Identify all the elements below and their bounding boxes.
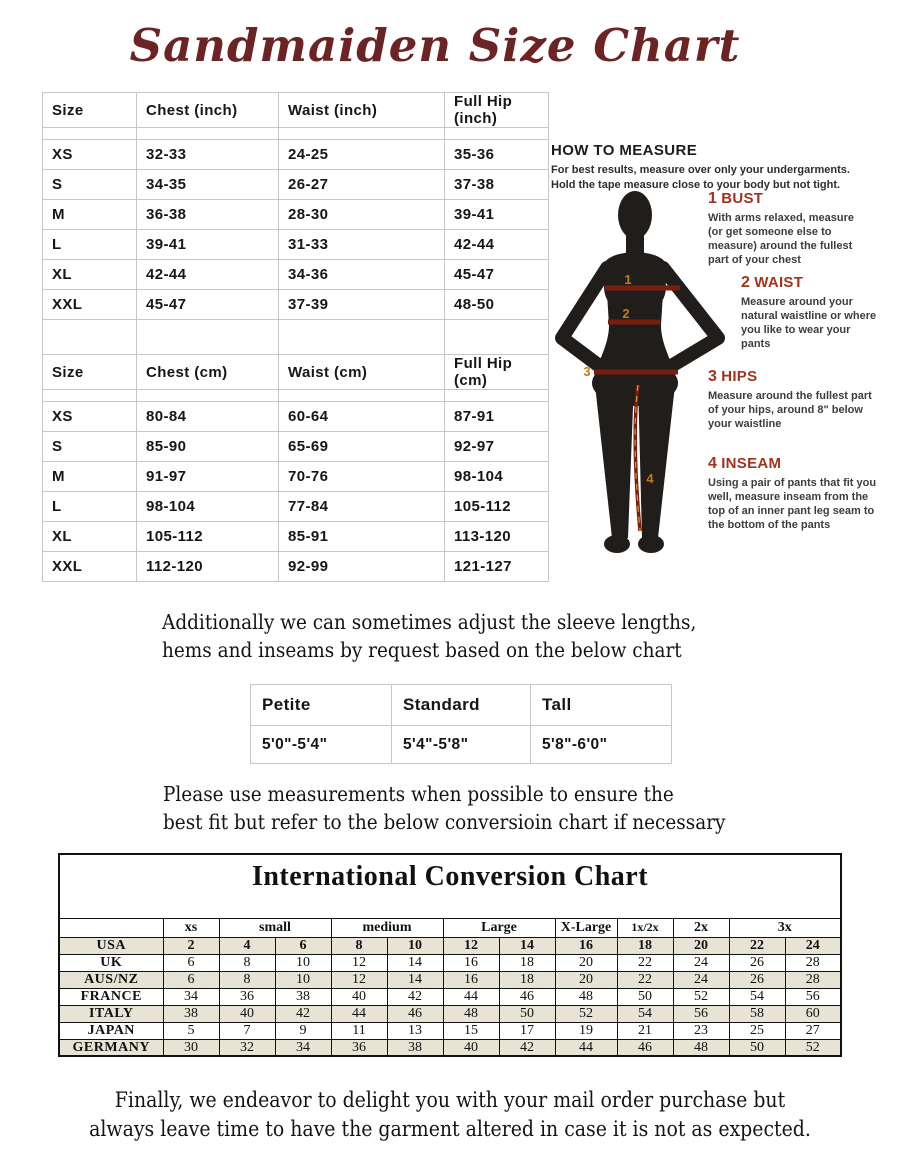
- size-table-cell: 35-36: [445, 140, 549, 170]
- size-table-cell: 113-120: [445, 522, 549, 552]
- size-table-header-cell: Chest (inch): [137, 93, 279, 128]
- size-value-cell: 52: [785, 1039, 841, 1056]
- empty-cell: [279, 320, 445, 355]
- size-value-cell: 5: [163, 1022, 219, 1039]
- size-value-cell: 34: [275, 1039, 331, 1056]
- size-table-data-row: [43, 260, 549, 290]
- size-value-cell: 6: [163, 971, 219, 988]
- size-group-header: Large: [443, 918, 555, 937]
- size-value-cell: 20: [673, 937, 729, 954]
- size-value-cell: 50: [617, 988, 673, 1005]
- size-table-cell: 98-104: [445, 462, 549, 492]
- size-value-cell: 21: [617, 1022, 673, 1039]
- size-value-cell: 20: [555, 971, 617, 988]
- size-table-spacer-row: [43, 390, 549, 402]
- empty-cell: [279, 128, 445, 140]
- size-table-cell: 80-84: [137, 402, 279, 432]
- conversion-country-row: [59, 954, 841, 971]
- size-value-cell: 46: [499, 988, 555, 1005]
- step-name: HIPS: [721, 368, 758, 385]
- size-table-spacer-row: [43, 128, 549, 140]
- size-value-cell: 38: [163, 1005, 219, 1022]
- measurement-advice-note: [163, 780, 725, 836]
- size-value-cell: 22: [729, 937, 785, 954]
- step-description: With arms relaxed, measure (or get someone else to measure) around the fullest part of your chest: [708, 212, 855, 266]
- size-table-cell: 121-127: [445, 552, 549, 582]
- height-header-petite: Petite: [251, 685, 392, 726]
- size-value-cell: 40: [331, 988, 387, 1005]
- height-header-tall: Tall: [531, 685, 672, 726]
- size-value-cell: 16: [443, 954, 499, 971]
- height-value-tall: 5'8"-6'0": [531, 726, 672, 764]
- empty-cell: [445, 320, 549, 355]
- country-label: AUS/NZ: [59, 971, 163, 988]
- size-table-cell: 34-35: [137, 170, 279, 200]
- size-value-cell: 40: [443, 1039, 499, 1056]
- size-value-cell: 23: [673, 1022, 729, 1039]
- size-value-cell: 54: [617, 1005, 673, 1022]
- size-table-data-row: [43, 200, 549, 230]
- size-value-cell: 12: [331, 954, 387, 971]
- measure-step-hips: [708, 368, 874, 431]
- measure-step-waist: [741, 274, 879, 351]
- size-value-cell: 22: [617, 971, 673, 988]
- conversion-table: [58, 853, 842, 1057]
- conversion-country-row: [59, 937, 841, 954]
- empty-cell: [43, 128, 137, 140]
- size-value-cell: 44: [555, 1039, 617, 1056]
- size-value-cell: 36: [331, 1039, 387, 1056]
- size-table-cell: 32-33: [137, 140, 279, 170]
- size-table-cell: 34-36: [279, 260, 445, 290]
- size-value-cell: 34: [163, 988, 219, 1005]
- size-group-header: 3x: [729, 918, 841, 937]
- step-description: Using a pair of pants that fit you well, measure inseam from the top of an inner pant leg seam to the bottom of the pants: [708, 477, 877, 531]
- size-table-cell: 105-112: [137, 522, 279, 552]
- size-value-cell: 13: [387, 1022, 443, 1039]
- intro-line: For best results, measure over only your undergarments.: [551, 164, 850, 176]
- measure-step-inseam: [708, 455, 880, 532]
- how-to-measure-section: [550, 140, 900, 600]
- size-table-data-row: [43, 462, 549, 492]
- size-value-cell: 48: [443, 1005, 499, 1022]
- size-table-header-cell: Chest (cm): [137, 355, 279, 390]
- size-value-cell: 25: [729, 1022, 785, 1039]
- empty-cell: [279, 390, 445, 402]
- size-value-cell: 48: [673, 1039, 729, 1056]
- step-name: WAIST: [754, 274, 804, 291]
- size-table-cell: 98-104: [137, 492, 279, 522]
- step-heading: [708, 455, 880, 473]
- size-value-cell: 56: [673, 1005, 729, 1022]
- size-table-header-cell: Size: [43, 355, 137, 390]
- size-value-cell: 52: [555, 1005, 617, 1022]
- size-table-data-row: [43, 230, 549, 260]
- size-value-cell: 36: [219, 988, 275, 1005]
- note-line: hems and inseams by request based on the below chart: [162, 638, 682, 662]
- size-value-cell: 24: [673, 954, 729, 971]
- step-name: INSEAM: [721, 455, 782, 472]
- size-table-header-cell: Full Hip (cm): [445, 355, 549, 390]
- size-value-cell: 42: [275, 1005, 331, 1022]
- size-value-cell: 26: [729, 971, 785, 988]
- size-value-cell: 44: [331, 1005, 387, 1022]
- size-table-gap-row: [43, 320, 549, 355]
- height-value-standard: 5'4"-5'8": [392, 726, 531, 764]
- country-label: JAPAN: [59, 1022, 163, 1039]
- size-table-cell: S: [43, 432, 137, 462]
- size-table-cell: XL: [43, 260, 137, 290]
- size-value-cell: 44: [443, 988, 499, 1005]
- size-value-cell: 60: [785, 1005, 841, 1022]
- empty-cell: [43, 390, 137, 402]
- size-value-cell: 14: [499, 937, 555, 954]
- conversion-header-row: [59, 918, 841, 937]
- size-value-cell: 12: [443, 937, 499, 954]
- height-table-header-row: [251, 685, 672, 726]
- country-label: USA: [59, 937, 163, 954]
- size-value-cell: 42: [387, 988, 443, 1005]
- body-silhouette-figure: [550, 180, 730, 580]
- size-table-cell: XS: [43, 402, 137, 432]
- size-value-cell: 8: [331, 937, 387, 954]
- how-to-measure-title: HOW TO MEASURE: [551, 142, 698, 159]
- size-value-cell: 24: [673, 971, 729, 988]
- height-value-petite: 5'0"-5'4": [251, 726, 392, 764]
- empty-cell: [445, 128, 549, 140]
- note-line: always leave time to have the garment altered in case it is not as expected.: [89, 1117, 811, 1141]
- conversion-country-row: [59, 1039, 841, 1056]
- size-value-cell: 46: [387, 1005, 443, 1022]
- size-value-cell: 58: [729, 1005, 785, 1022]
- size-table-data-row: [43, 140, 549, 170]
- size-value-cell: 48: [555, 988, 617, 1005]
- size-value-cell: 11: [331, 1022, 387, 1039]
- empty-cell: [445, 390, 549, 402]
- intro-line: Hold the tape measure close to your body but not tight.: [551, 179, 841, 191]
- size-table-cell: 37-39: [279, 290, 445, 320]
- conversion-country-row: [59, 1022, 841, 1039]
- measure-step-bust: [708, 190, 858, 267]
- size-value-cell: 16: [443, 971, 499, 988]
- note-line: Please use measurements when possible to ensure the: [163, 782, 674, 806]
- size-table-cell: M: [43, 200, 137, 230]
- size-value-cell: 56: [785, 988, 841, 1005]
- size-group-header: X-Large: [555, 918, 617, 937]
- size-table-data-row: [43, 432, 549, 462]
- size-table-cell: 28-30: [279, 200, 445, 230]
- size-table-cell: 85-91: [279, 522, 445, 552]
- size-table-data-row: [43, 402, 549, 432]
- size-table-cell: 92-97: [445, 432, 549, 462]
- size-table-cell: 48-50: [445, 290, 549, 320]
- size-table-cell: S: [43, 170, 137, 200]
- size-table-cell: 45-47: [445, 260, 549, 290]
- size-table-data-row: [43, 522, 549, 552]
- size-table-cell: 92-99: [279, 552, 445, 582]
- final-note: [0, 1086, 900, 1144]
- empty-cell: [43, 320, 137, 355]
- size-table-cell: 112-120: [137, 552, 279, 582]
- size-value-cell: 14: [387, 971, 443, 988]
- size-table-cell: 87-91: [445, 402, 549, 432]
- conversion-chart-title: International Conversion Chart: [59, 854, 841, 918]
- empty-cell: [137, 128, 279, 140]
- size-value-cell: 46: [617, 1039, 673, 1056]
- size-value-cell: 9: [275, 1022, 331, 1039]
- size-table-cell: 24-25: [279, 140, 445, 170]
- size-table-cell: 60-64: [279, 402, 445, 432]
- size-table-cell: XXL: [43, 290, 137, 320]
- size-value-cell: 10: [275, 971, 331, 988]
- size-table-header-cell: Size: [43, 93, 137, 128]
- size-table-cell: 45-47: [137, 290, 279, 320]
- size-value-cell: 52: [673, 988, 729, 1005]
- size-table-data-row: [43, 492, 549, 522]
- conversion-country-row: [59, 988, 841, 1005]
- step-name: BUST: [721, 190, 764, 207]
- size-group-header: 1x/2x: [617, 918, 673, 937]
- note-line: Finally, we endeavor to delight you with your mail order purchase but: [114, 1088, 786, 1112]
- height-range-table: [250, 684, 672, 764]
- step-number: 4: [708, 455, 718, 472]
- size-table-header-row: [43, 93, 549, 128]
- size-value-cell: 16: [555, 937, 617, 954]
- size-value-cell: 40: [219, 1005, 275, 1022]
- country-label: ITALY: [59, 1005, 163, 1022]
- size-group-header: 2x: [673, 918, 729, 937]
- size-value-cell: 7: [219, 1022, 275, 1039]
- conversion-country-row: [59, 1005, 841, 1022]
- conversion-title-row: [59, 854, 841, 918]
- size-table-cell: 36-38: [137, 200, 279, 230]
- size-value-cell: 30: [163, 1039, 219, 1056]
- size-group-header: medium: [331, 918, 443, 937]
- size-value-cell: 8: [219, 954, 275, 971]
- size-table-cell: XXL: [43, 552, 137, 582]
- size-value-cell: 12: [331, 971, 387, 988]
- size-table-cell: 70-76: [279, 462, 445, 492]
- size-table-cell: 77-84: [279, 492, 445, 522]
- figure-number-4: 4: [646, 471, 654, 486]
- size-group-header: small: [219, 918, 331, 937]
- step-heading: [708, 190, 858, 208]
- size-table-cell: XS: [43, 140, 137, 170]
- size-table-cell: 85-90: [137, 432, 279, 462]
- size-value-cell: 27: [785, 1022, 841, 1039]
- size-value-cell: 22: [617, 954, 673, 971]
- size-value-cell: 8: [219, 971, 275, 988]
- size-table-data-row: [43, 552, 549, 582]
- size-value-cell: 18: [499, 954, 555, 971]
- height-table-value-row: [251, 726, 672, 764]
- size-table-cell: M: [43, 462, 137, 492]
- size-table-cell: 26-27: [279, 170, 445, 200]
- size-table-cell: 39-41: [445, 200, 549, 230]
- adjustment-note: [162, 608, 696, 664]
- size-table-cell: 42-44: [445, 230, 549, 260]
- size-value-cell: 24: [785, 937, 841, 954]
- size-value-cell: 50: [729, 1039, 785, 1056]
- height-header-standard: Standard: [392, 685, 531, 726]
- step-description: Measure around the fullest part of your hips, around 8" below your waistline: [708, 390, 872, 430]
- figure-number-2: 2: [622, 306, 630, 321]
- size-value-cell: 28: [785, 971, 841, 988]
- size-value-cell: 6: [163, 954, 219, 971]
- note-line: best fit but refer to the below conversioin chart if necessary: [163, 810, 726, 834]
- size-table-cell: 31-33: [279, 230, 445, 260]
- size-value-cell: 10: [387, 937, 443, 954]
- size-table-cell: 65-69: [279, 432, 445, 462]
- size-value-cell: 38: [387, 1039, 443, 1056]
- figure-number-1: 1: [624, 272, 632, 287]
- step-description: Measure around your natural waistline or where you like to wear your pants: [741, 296, 877, 350]
- size-value-cell: 6: [275, 937, 331, 954]
- size-value-cell: 10: [275, 954, 331, 971]
- size-table-cell: XL: [43, 522, 137, 552]
- size-value-cell: 28: [785, 954, 841, 971]
- size-table-cell: L: [43, 230, 137, 260]
- size-table-header-cell: Waist (cm): [279, 355, 445, 390]
- size-table-data-row: [43, 290, 549, 320]
- size-table-cell: 105-112: [445, 492, 549, 522]
- size-value-cell: 50: [499, 1005, 555, 1022]
- size-table-cell: 91-97: [137, 462, 279, 492]
- note-line: Additionally we can sometimes adjust the sleeve lengths,: [162, 610, 697, 634]
- size-table-data-row: [43, 170, 549, 200]
- empty-cell: [137, 320, 279, 355]
- step-number: 2: [741, 274, 751, 291]
- size-table-cell: 39-41: [137, 230, 279, 260]
- page-title: Sandmaiden Size Chart: [129, 19, 741, 72]
- size-value-cell: 26: [729, 954, 785, 971]
- country-label: UK: [59, 954, 163, 971]
- size-table-header-row: [43, 355, 549, 390]
- size-table-header-cell: Full Hip (inch): [445, 93, 549, 128]
- size-value-cell: 32: [219, 1039, 275, 1056]
- empty-cell: [137, 390, 279, 402]
- size-value-cell: 18: [499, 971, 555, 988]
- size-group-header: xs: [163, 918, 219, 937]
- step-number: 3: [708, 368, 718, 385]
- size-value-cell: 18: [617, 937, 673, 954]
- country-label: GERMANY: [59, 1039, 163, 1056]
- size-value-cell: 17: [499, 1022, 555, 1039]
- size-value-cell: 42: [499, 1039, 555, 1056]
- size-table-cell: L: [43, 492, 137, 522]
- size-table-cell: 37-38: [445, 170, 549, 200]
- step-heading: [741, 274, 879, 292]
- size-value-cell: 54: [729, 988, 785, 1005]
- step-number: 1: [708, 190, 718, 207]
- country-label: FRANCE: [59, 988, 163, 1005]
- size-table-header-cell: Waist (inch): [279, 93, 445, 128]
- size-value-cell: 19: [555, 1022, 617, 1039]
- figure-number-3: 3: [583, 364, 591, 379]
- step-heading: [708, 368, 874, 386]
- empty-cell: [59, 918, 163, 937]
- size-value-cell: 14: [387, 954, 443, 971]
- size-table-cell: 42-44: [137, 260, 279, 290]
- size-value-cell: 38: [275, 988, 331, 1005]
- size-table: [42, 92, 549, 582]
- size-value-cell: 15: [443, 1022, 499, 1039]
- size-value-cell: 2: [163, 937, 219, 954]
- conversion-country-row: [59, 971, 841, 988]
- size-value-cell: 4: [219, 937, 275, 954]
- size-value-cell: 20: [555, 954, 617, 971]
